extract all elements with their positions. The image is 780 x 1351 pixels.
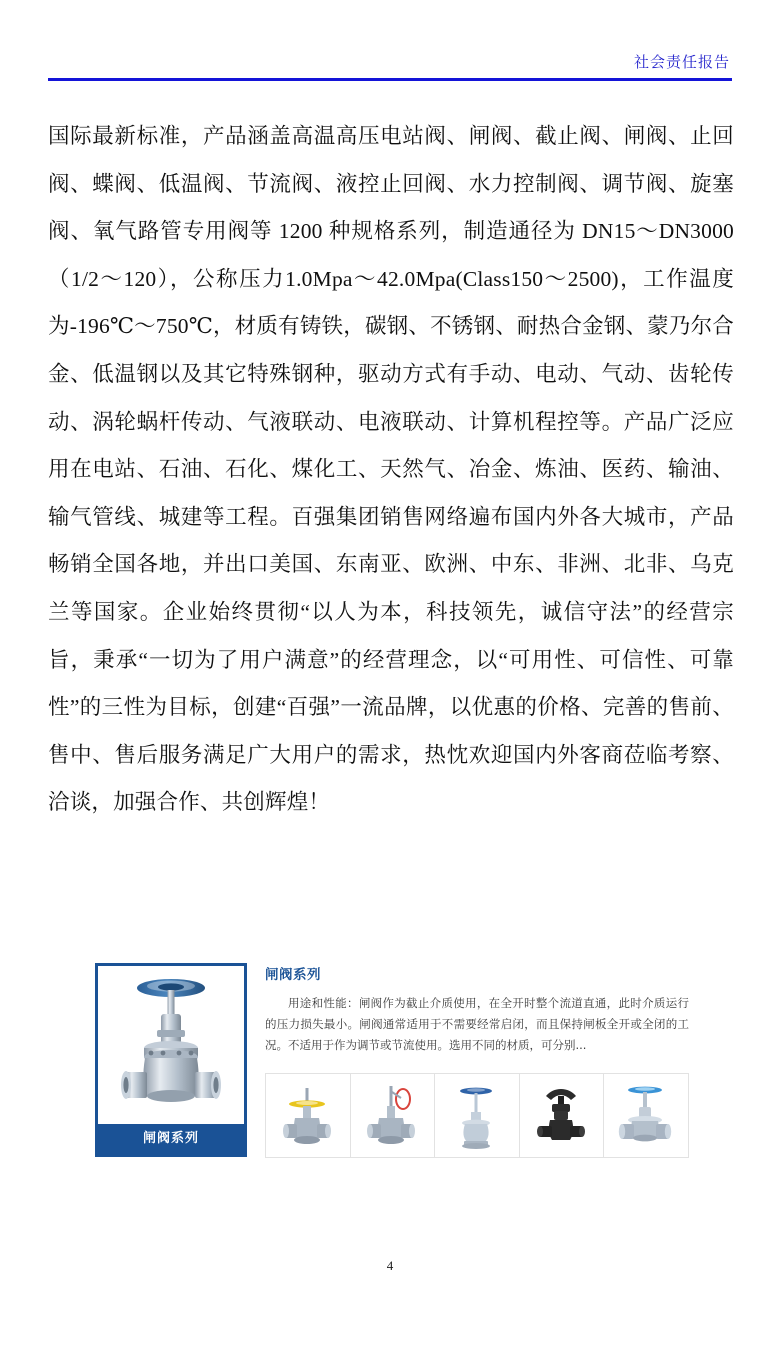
product-card bbox=[95, 963, 695, 1158]
valve-thumb-red-handwheel-icon bbox=[363, 1082, 421, 1150]
body-paragraph: 国际最新标准，产品涵盖高温高压电站阀、闸阀、截止阀、闸阀、止回阀、蝶阀、低温阀、节流阀、液控止回阀、水力控制阀、调节阀、旋塞阀、氧气路管专用阀等 1200 种规格系列，制造通径为 DN15～DN3000（1/2～120），公称压力1.0Mpa～42.0Mpa(Class150～2500)，工作温度为-196℃～750℃，材质有铸铁，碳钢、不锈钢、耐热合金钢、蒙乃尔合金、低温钢以及其它特殊钢种，驱动方式有手动、电动、气动、齿轮传动、涡轮蜗杆传动、气液联动、电液联动、计算机程控等。产品广泛应用在电站、石油、石化、煤化工、天然气、冶金、炼油、医药、输油、输气管线、城建等工程。百强集团销售网络遍布国内外各大城市，产品畅销全国各地，并出口美国、东南亚、欧洲、中东、非洲、北非、乌克兰等国家。企业始终贯彻“以人为本，科技领先，诚信守法”的经营宗旨，秉承“一切为了用户满意”的经营理念，以“可用性、可信性、可靠性”的三性为目标，创建“百强”一流品牌，以优惠的价格、完善的售前、售中、售后服务满足广大用户的需求，热忱欢迎国内外客商莅临考察、洽谈，加强合作、共创辉煌！ bbox=[48, 124, 734, 815]
thumbnail-strip bbox=[265, 1073, 689, 1158]
valve-thumb-blue-handwheel[interactable] bbox=[435, 1074, 520, 1157]
page-number: 4 bbox=[386, 1258, 394, 1273]
gate-valve-photo bbox=[98, 966, 244, 1124]
valve-thumb-blue-handwheel-icon bbox=[448, 1082, 506, 1150]
card-body bbox=[247, 963, 695, 1158]
feature-caption: 闸阀系列 bbox=[98, 1124, 244, 1154]
valve-thumb-red-handwheel[interactable] bbox=[351, 1074, 436, 1157]
page-header bbox=[48, 52, 732, 81]
valve-thumb-yellow-handwheel[interactable] bbox=[266, 1074, 351, 1157]
valve-thumb-yellow-handwheel-icon bbox=[279, 1082, 337, 1150]
valve-thumb-blue-flanged-gate-icon bbox=[617, 1082, 675, 1150]
valve-thumb-black-forged-icon bbox=[533, 1082, 591, 1150]
body-content bbox=[48, 113, 734, 827]
header-divider-rule bbox=[48, 78, 732, 81]
valve-thumb-blue-flanged-gate[interactable] bbox=[604, 1074, 688, 1157]
card-title: 闸阀系列 bbox=[265, 967, 321, 983]
header-title: 社会责任报告 bbox=[633, 55, 730, 71]
gate-valve-illustration bbox=[111, 970, 231, 1120]
valve-thumb-black-forged[interactable] bbox=[520, 1074, 605, 1157]
feature-panel[interactable] bbox=[95, 963, 247, 1157]
card-description: 用途和性能：闸阀作为截止介质使用，在全开时整个流道直通，此时介质运行的压力损失最小。闸阀通常适用于不需要经常启闭，而且保持闸板全开或全闭的工况。不适用于作为调节或节流使用。选用不同的材质，可分别... bbox=[265, 996, 689, 1052]
